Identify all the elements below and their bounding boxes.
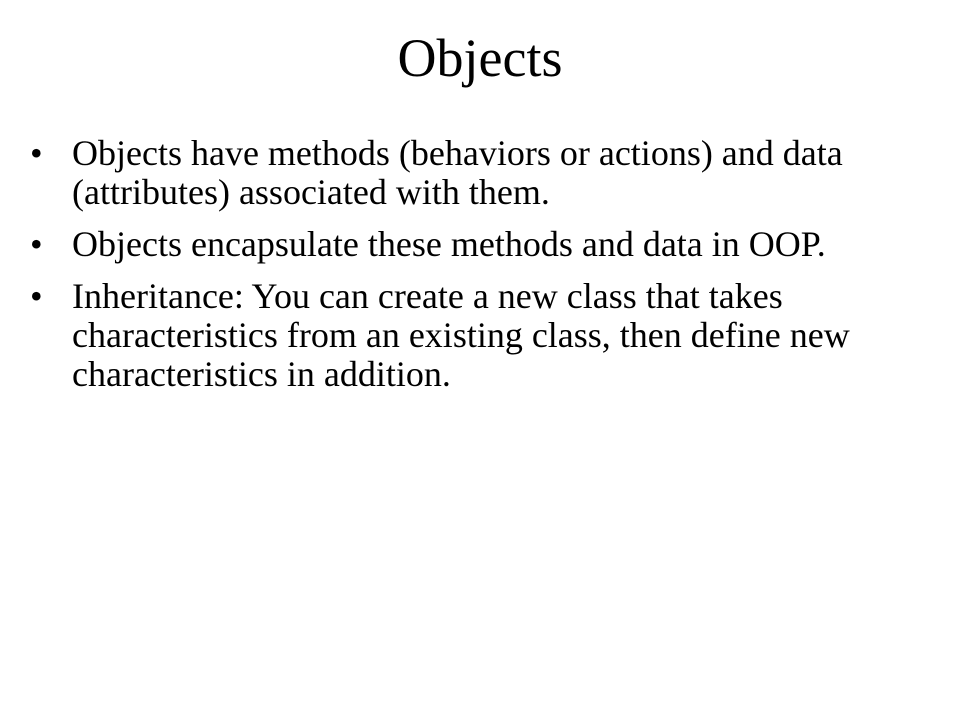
bullet-list bbox=[0, 134, 960, 407]
bullet-text: Inheritance: You can create a new class that takes characteristics from an existing class, then define new characteristics in addition. bbox=[72, 276, 850, 394]
bullet-icon: • bbox=[30, 224, 43, 264]
bullet-icon: • bbox=[30, 133, 43, 173]
bullet-text: Objects encapsulate these methods and data in OOP. bbox=[72, 224, 826, 264]
bullet-item bbox=[0, 134, 960, 212]
bullet-icon: • bbox=[30, 276, 43, 316]
bullet-item bbox=[0, 225, 960, 264]
bullet-item bbox=[0, 277, 960, 394]
bullet-text: Objects have methods (behaviors or actions) and data (attributes) associated with them. bbox=[72, 133, 843, 212]
slide-title: Objects bbox=[397, 28, 563, 88]
